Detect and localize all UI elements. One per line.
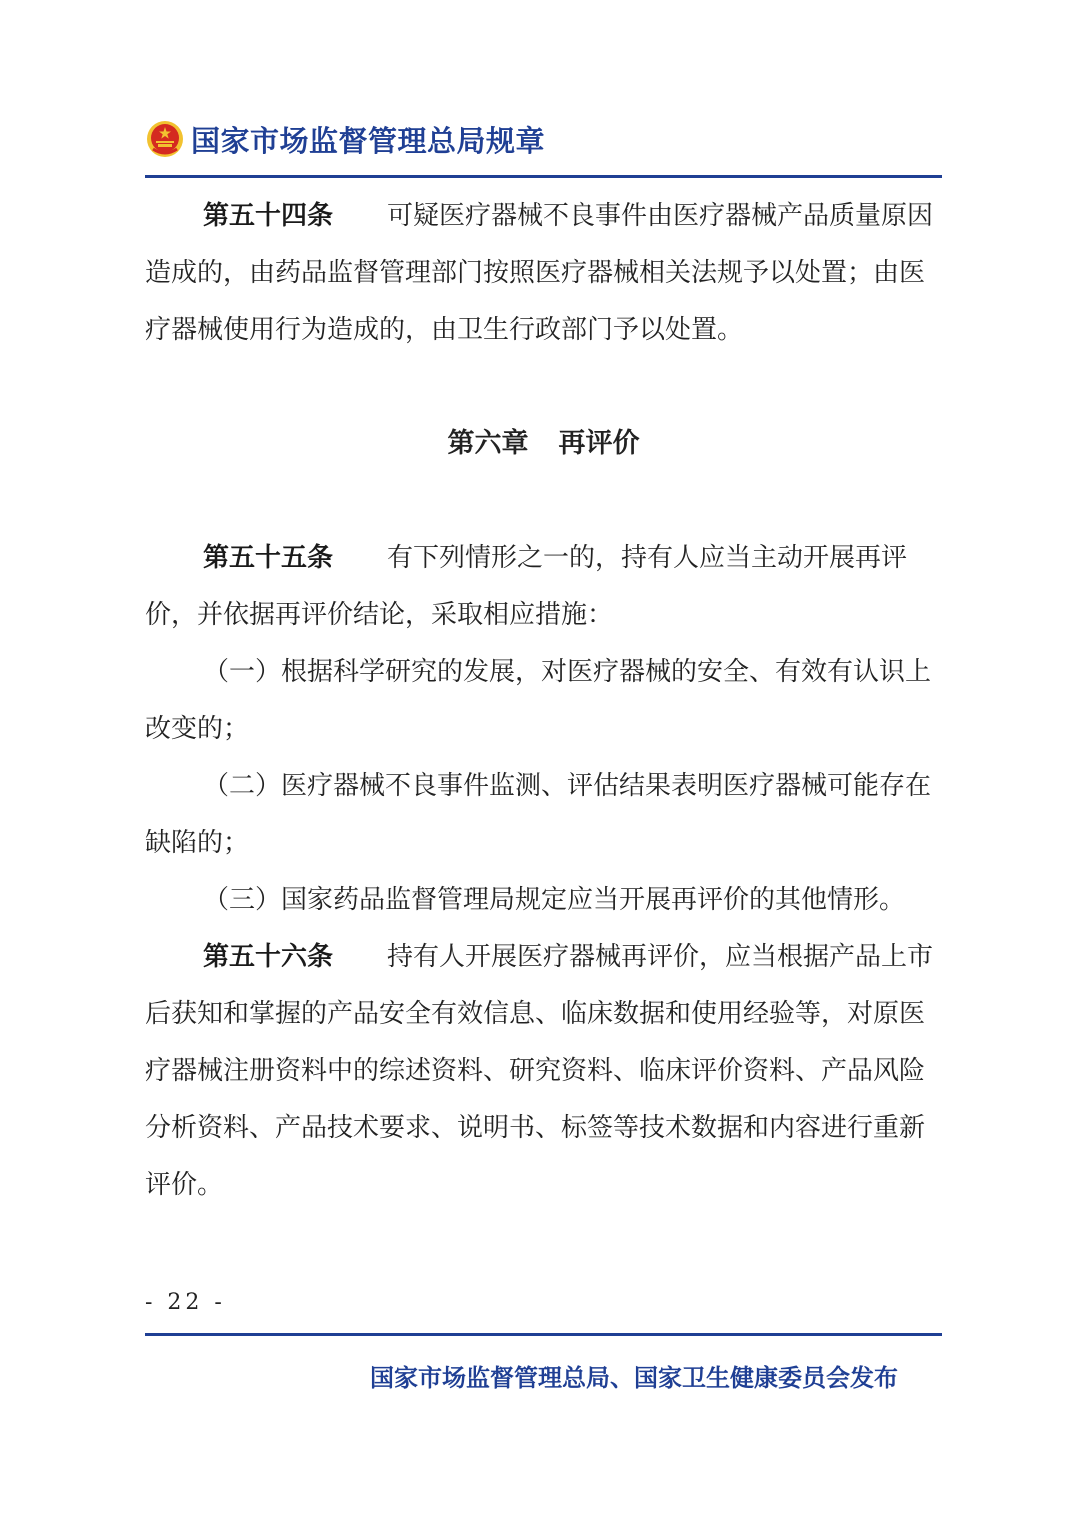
page-number: - 22 - — [145, 1290, 226, 1315]
article-54 — [145, 188, 942, 359]
national-emblem-icon — [145, 119, 185, 159]
chapter-heading — [145, 415, 942, 472]
chapter-number: 第六章 — [447, 428, 529, 459]
article-55-item-1: （一）根据科学研究的发展，对医疗器械的安全、有效有认识上改变的； — [145, 657, 932, 744]
page-header — [145, 116, 942, 162]
article-55 — [145, 530, 942, 644]
header-divider — [145, 175, 942, 178]
article-56 — [145, 929, 942, 1214]
article-56-label: 第五十六条 — [203, 942, 334, 972]
article-55-item-3: （三）国家药品监督管理局规定应当开展再评价的其他情形。 — [203, 885, 906, 915]
article-55-text: 有下列情形之一的，持有人应当主动开展再评价，并依据再评价结论，采取相应措施： — [145, 543, 908, 630]
article-56-text: 持有人开展医疗器械再评价，应当根据产品上市后获知和掌握的产品安全有效信息、临床数据和使用经验等，对原医疗器械注册资料中的综述资料、研究资料、临床评价资料、产品风险分析资料、产品技术要求、说明书、标签等技术数据和内容进行重新评价。 — [145, 942, 934, 1200]
header-title: 国家市场监督管理总局规章 — [191, 123, 546, 158]
article-55-label: 第五十五条 — [203, 543, 334, 573]
footer-publisher: 国家市场监督管理总局、国家卫生健康委员会发布 — [370, 1364, 898, 1392]
footer-divider — [145, 1333, 942, 1336]
article-55-item-2: （二）医疗器械不良事件监测、评估结果表明医疗器械可能存在缺陷的； — [145, 771, 932, 858]
chapter-title: 再评价 — [558, 428, 640, 459]
article-54-label: 第五十四条 — [203, 201, 334, 231]
article-54-text: 可疑医疗器械不良事件由医疗器械产品质量原因造成的，由药品监督管理部门按照医疗器械相关法规予以处置；由医疗器械使用行为造成的，由卫生行政部门予以处置。 — [145, 201, 934, 345]
